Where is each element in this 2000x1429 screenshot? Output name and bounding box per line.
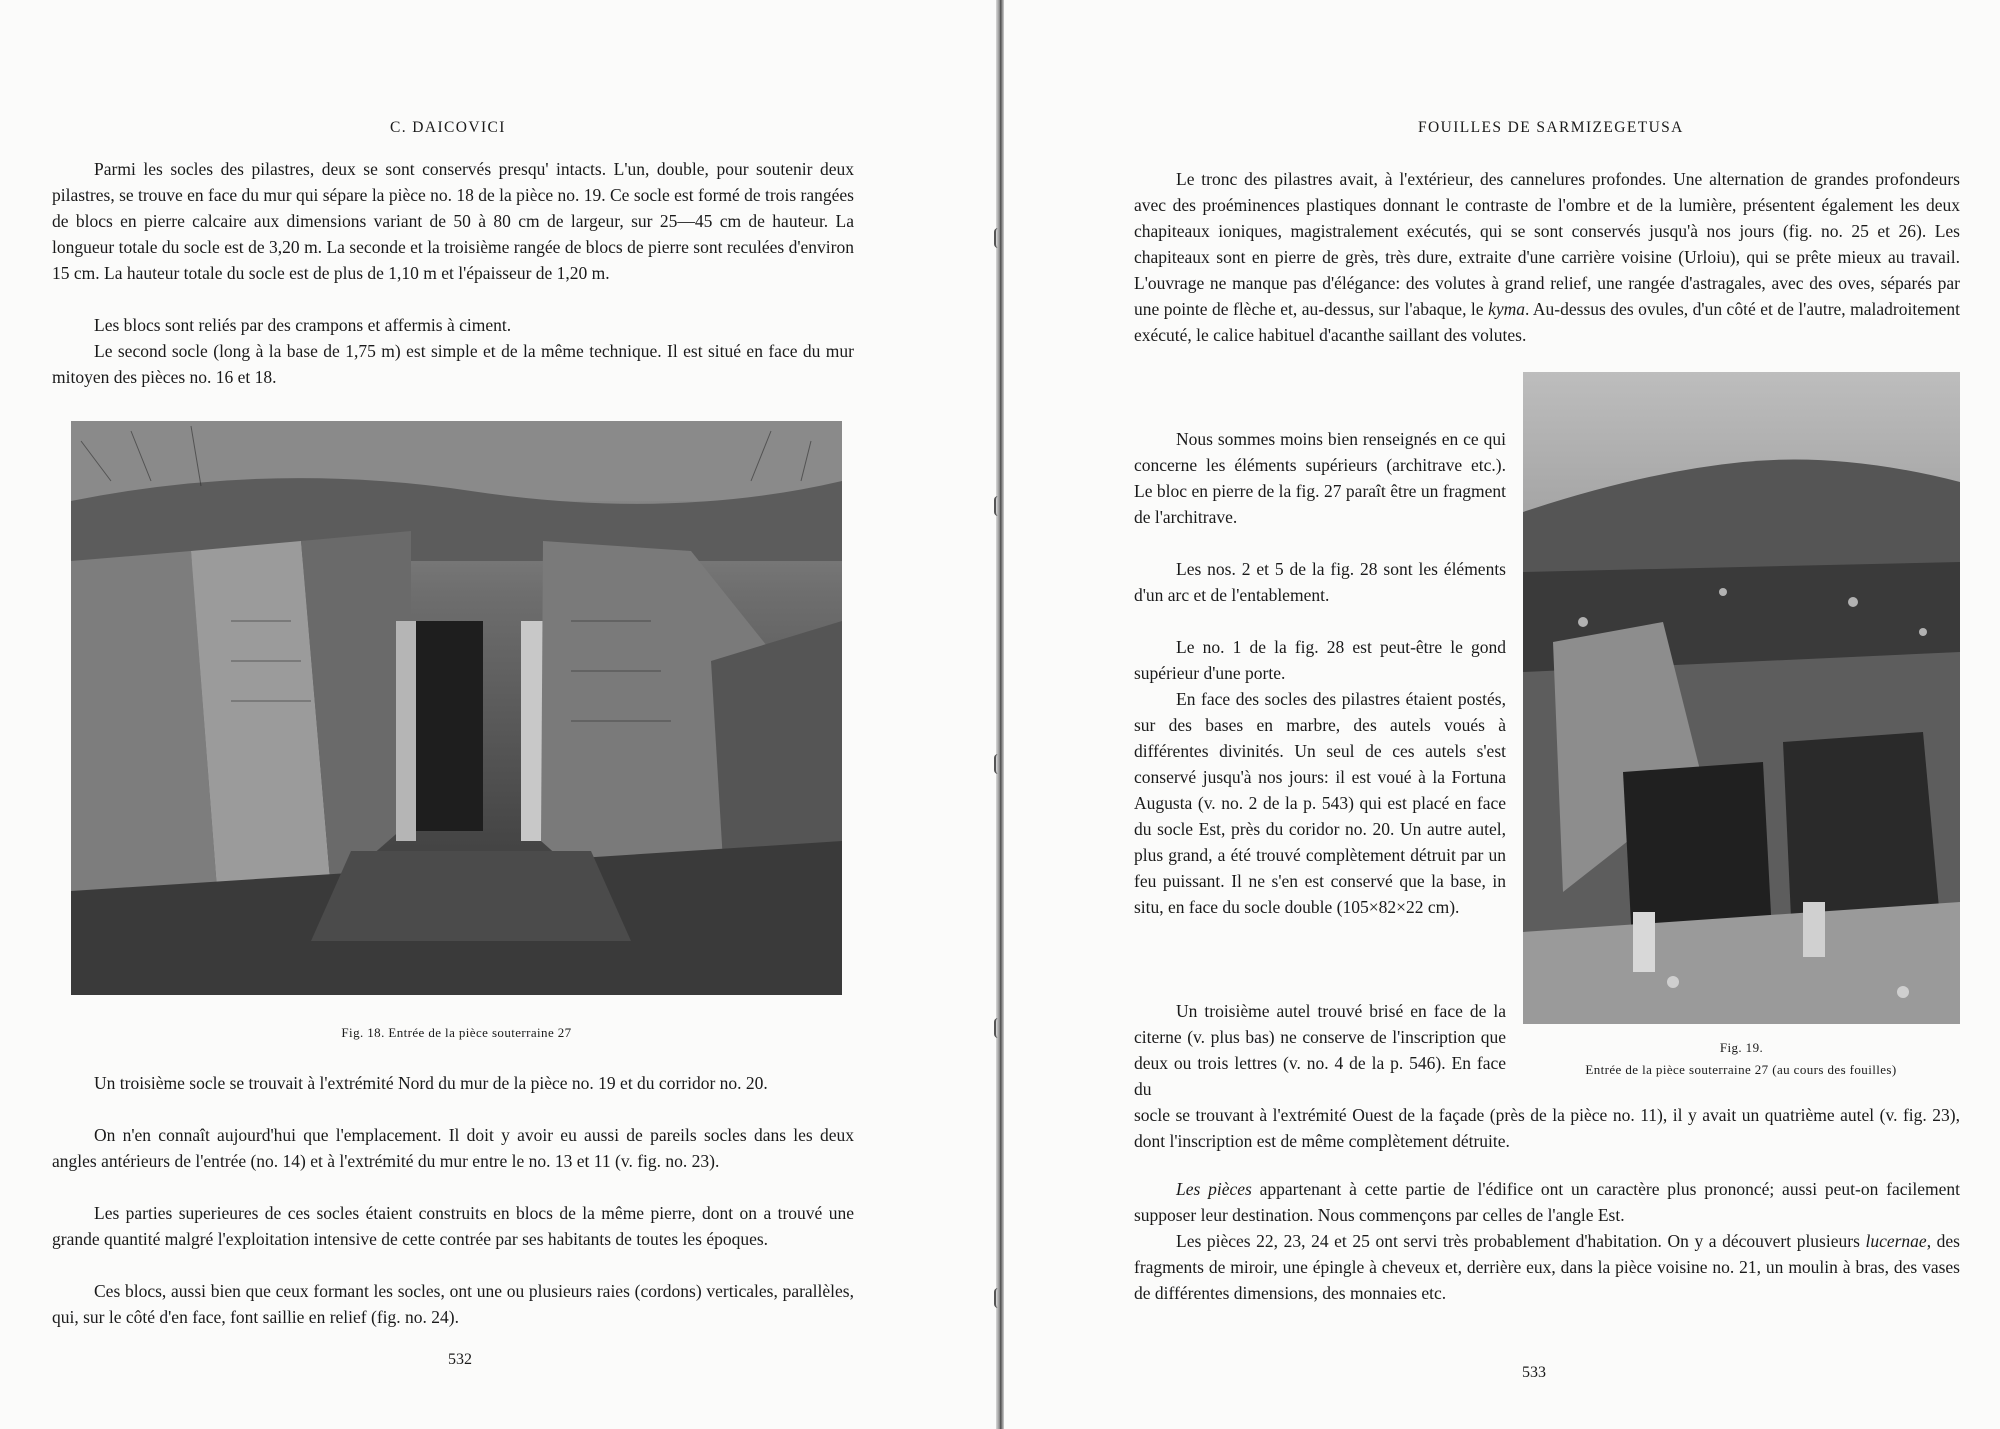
left-page — [0, 0, 996, 1429]
running-head: FOUILLES DE SARMIZEGETUSA — [1418, 119, 1684, 136]
paragraph: Les pièces appartenant à cette partie de l'édifice ont un caractère plus prononcé; aussi peut-on facilement supposer leur destination. Nous commençons par celles de l'angle Est. — [1134, 1179, 1960, 1225]
figure-caption: Entrée de la pièce souterraine 27 (au cours des fouilles) — [1585, 1062, 1897, 1077]
paragraph: On n'en connaît aujourd'hui que l'emplacement. Il doit y avoir eu aussi de pareils socles dans les deux angles antérieurs de l'entrée (no. 14) et à l'extrémité du mur entre le no. 13 et 11 (v. fig. no. 23). — [52, 1125, 854, 1171]
page-number: 533 — [1522, 1364, 1546, 1381]
paragraph: Ces blocs, aussi bien que ceux formant les socles, ont une ou plusieurs raies (cordons) verticales, parallèles, qui, sur le côté d'en face, font saillie en relief (fig. no. 24). — [52, 1281, 854, 1327]
paragraph: Les pièces 22, 23, 24 et 25 ont servi très probablement d'habitation. On y a découvert plusieurs lucernae, des fragments de miroir, une épingle à cheveux et, derrière eux, dans la pièce voisine no. 21, un moulin à bras, des vases de différentes dimensions, des monnaies etc. — [1134, 1231, 1960, 1303]
paragraph: Parmi les socles des pilastres, deux se sont conservés presqu' intacts. L'un, double, pour soutenir deux pilastres, se trouve en face du mur qui sépare la pièce no. 18 de la pièce no. 19. Ce socle est formé de trois rangées de blocs en pierre calcaire aux dimensions variant de 50 à 80 cm de largeur, sur 25—45 cm de hauteur. La longueur totale du socle est de 3,20 m. La seconde et la troisième rangée de blocs de pierre sont reculées d'environ 15 cm. La hauteur totale du socle est de plus de 1,10 m et l'épaisseur de 1,20 m. — [52, 159, 854, 283]
paragraph: Le no. 1 de la fig. 28 est peut-être le gond supérieur d'une porte. — [1134, 637, 1506, 683]
paragraph: Les blocs sont reliés par des crampons et affermis à ciment. — [94, 315, 512, 335]
italic-term: lucernae — [1865, 1231, 1927, 1251]
book-gutter — [996, 0, 1004, 1429]
figure-caption: Fig. 18. Entrée de la pièce souterraine 27 — [341, 1025, 572, 1040]
paragraph: Un troisième autel trouvé brisé en face de la citerne (v. plus bas) ne conserve de l'inscription que deux ou trois lettres (v. no. 4 de la p. 546). En face du — [1134, 1001, 1506, 1099]
right-page — [1004, 0, 2000, 1429]
paragraph: Les nos. 2 et 5 de la fig. 28 sont les éléments d'un arc et de l'entablement. — [1134, 559, 1506, 605]
paragraph: Le second socle (long à la base de 1,75 m) est simple et de la même technique. Il est situé en face du mur mitoyen des pièces no. 16 et 18. — [52, 341, 854, 387]
running-head: C. DAICOVICI — [390, 119, 506, 136]
page-number: 532 — [448, 1351, 472, 1368]
paragraph: Un troisième socle se trouvait à l'extrémité Nord du mur de la pièce no. 19 et du corridor no. 20. — [94, 1073, 768, 1093]
paragraph: Les parties superieures de ces socles étaient construits en blocs de la même pierre, dont on a trouvé une grande quantité malgré l'exploitation intensive de cette contrée par ses habitants de toutes les époques. — [52, 1203, 854, 1249]
figure-caption-number: Fig. 19. — [1719, 1040, 1764, 1055]
figure-19-photo — [1523, 372, 1960, 1024]
figure-18-photo — [71, 421, 842, 995]
paragraph: Nous sommes moins bien renseignés en ce qui concerne les éléments supérieurs (architrave etc.). Le bloc en pierre de la fig. 27 paraît être un fragment de l'architrave. — [1134, 429, 1506, 527]
paragraph: En face des socles des pilastres étaient postés, sur des bases en marbre, des autels voués à différentes divinités. Un seul de ces autels s'est conservé jusqu'à nos jours: il est voué à la Fortuna Augusta (v. no. 2 de la p. 543) qui est placé en face du socle Est, près du coridor no. 20. Un autre autel, plus grand, a été trouvé complètement détruit par un feu puissant. Il ne s'en est conservé que la base, in situ, en face du socle double (105×82×22 cm). — [1134, 689, 1506, 917]
paragraph: Le tronc des pilastres avait, à l'extérieur, des cannelures profondes. Une alternation de grandes profondeurs avec des proéminences plastiques donnant le contraste de l'ombre et de la lumière, présentent également les deux chapiteaux ioniques, magistralement exécutés, qui se sont conservés jusqu'à nos jours (fig. no. 25 et 26). Les chapiteaux sont en pierre de grès, très dure, extraite d'une carrière voisine (Urloiu), qui se prête mieux au travail. L'ouvrage ne manque pas d'élégance: des volutes à grand relief, une rangée d'astragales, avec des oves, séparés par une pointe de flèche et, au-dessus, sur l'abaque, le kyma. Au-dessus des ovules, d'un côté et de l'autre, maladroitement exécuté, le calice habituel d'acanthe saillant des volutes. — [1134, 169, 1960, 345]
italic-term: kyma — [1488, 299, 1525, 319]
italic-term: Les pièces — [1176, 1179, 1252, 1199]
paragraph: socle se trouvant à l'extrémité Ouest de la façade (près de la pièce no. 11), il y avait un quatrième autel (v. fig. 23), dont l'inscription est de même complètement détruite. — [1134, 1105, 1960, 1151]
